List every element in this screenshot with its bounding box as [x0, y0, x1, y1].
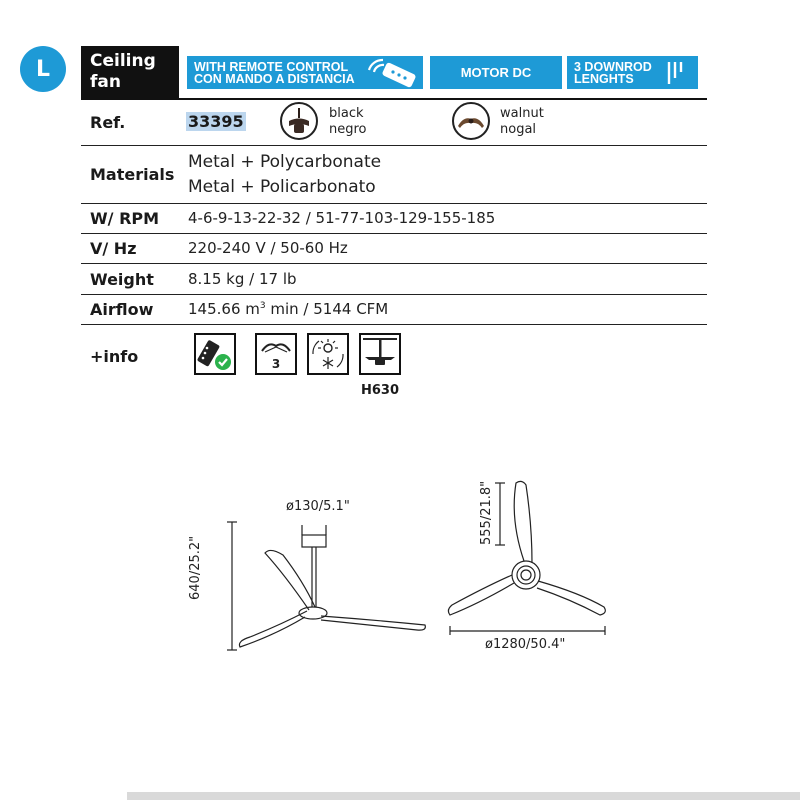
finish-black-en: black [329, 106, 364, 121]
materials-en: Metal + Polycarbonate [188, 152, 382, 172]
finish-walnut-en: walnut [500, 106, 544, 121]
top-blade-length-label: 555/21.8" [479, 480, 494, 545]
info-label: +info [90, 347, 139, 366]
downrod-lengths-icon [667, 60, 685, 86]
walnut-blades-swatch-icon [452, 102, 490, 140]
row-divider [81, 263, 707, 264]
blade-count-label: 3 [271, 357, 281, 371]
category-title [81, 46, 179, 98]
finish-black-label [329, 106, 367, 138]
feature-motor-dc: MOTOR DC [430, 56, 562, 89]
power-label: W/ RPM [90, 209, 160, 228]
top-diameter-label: ø1280/50.4" [485, 637, 566, 652]
feature-downrod-line-1: 3 DOWNROD [574, 60, 652, 74]
remote-wifi-icon [365, 58, 419, 88]
summer-winter-icon [307, 333, 349, 375]
category-line-1: Ceiling [90, 51, 156, 71]
finish-walnut-label [500, 106, 544, 138]
voltage-value: 220-240 V / 50-60 Hz [188, 239, 348, 257]
feature-downrod [567, 56, 698, 89]
category-line-2: fan [90, 72, 121, 92]
feature-downrod-line-2: LENGHTS [574, 72, 634, 86]
finish-walnut-es: nogal [500, 122, 537, 137]
black-fan-swatch-icon [280, 102, 318, 140]
side-height-label: 640/25.2" [188, 535, 203, 600]
feature-remote-es: CON MANDO A DISTANCIA [194, 72, 355, 86]
finish-black-es: negro [329, 122, 367, 137]
feature-remote-control [187, 56, 423, 89]
row-divider [81, 324, 707, 325]
footer-bar [127, 792, 800, 800]
weight-label: Weight [90, 270, 154, 289]
row-divider [81, 145, 707, 146]
materials-label: Materials [90, 165, 175, 184]
airflow-unit-exponent: 3 [259, 301, 266, 311]
row-divider [81, 233, 707, 234]
row-divider [81, 203, 707, 204]
materials-es: Metal + Policarbonato [188, 177, 376, 197]
airflow-label: Airflow [90, 300, 154, 319]
power-value: 4-6-9-13-22-32 / 51-77-103-129-155-185 [188, 209, 496, 227]
size-badge: L [20, 46, 66, 92]
weight-value: 8.15 kg / 17 lb [188, 270, 297, 288]
airflow-value-main: 145.66 m [188, 300, 260, 318]
voltage-label: V/ Hz [90, 239, 137, 258]
feature-remote-en: WITH REMOTE CONTROL [194, 60, 349, 74]
downrod-note: H630 [361, 383, 400, 398]
ref-label: Ref. [90, 113, 126, 132]
airflow-value [188, 300, 388, 318]
side-view-drawing [205, 495, 435, 660]
remote-control-icon [194, 333, 236, 375]
airflow-value-rest: min / 5144 CFM [265, 300, 389, 318]
table-top-rule [81, 98, 707, 100]
top-view-drawing [440, 475, 615, 635]
side-diameter-label: ø130/5.1" [286, 499, 350, 514]
downrod-ceiling-icon [359, 333, 401, 375]
ref-code: 33395 [188, 112, 244, 131]
three-blades-icon [255, 333, 297, 375]
row-divider [81, 294, 707, 295]
